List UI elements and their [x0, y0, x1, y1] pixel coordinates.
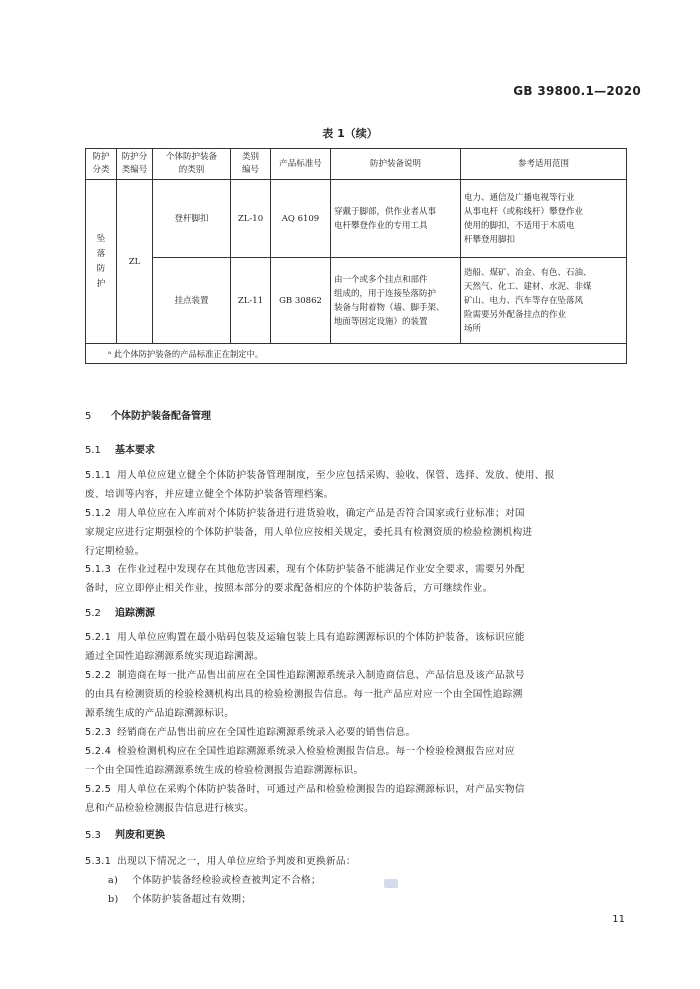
table-footnote: ᵃ 此个体防护装备的产品标准正在制定中。	[86, 344, 627, 364]
list-item-a: a) 个体防护装备经检验或检查被判定不合格；	[108, 875, 321, 886]
list-item-b: b) 个体防护装备超过有效期；	[108, 894, 252, 905]
section-5-heading: 5 个体防护装备配备管理	[85, 411, 211, 422]
header-protection-category: 防护 分类	[86, 149, 117, 180]
paragraph-5-1-2: 5.1.2 用人单位应在入库前对个体防护装备进行进货验收，确定产品是否符合国家或行业标准；对国 家规定应进行定期强检的个体防护装备，用人单位应按相关规定，委托具有检测资质的检验检测机构进 行定期检验。	[85, 508, 533, 557]
table-title: 表 1（续）	[322, 127, 378, 140]
cell-group-category	[86, 180, 117, 344]
cell-description: 由一个或多个挂点和部件 组成的，用于连接坠落防护 装备与附着物（墙、脚手架、 地面等固定设施）的装置	[331, 258, 461, 344]
paragraph-5-2-3: 5.2.3 经销商在产品售出前应在全国性追踪溯源系统录入必要的销售信息。	[85, 727, 416, 738]
section-5-1-heading: 5.1 基本要求	[85, 445, 155, 456]
paragraph-5-2-5: 5.2.5 用人单位在采购个体防护装备时，可通过产品和检验检测报告的追踪溯源标识，对产品实物信 息和产品检验检测报告信息进行核实。	[85, 784, 525, 814]
header-description: 防护装备说明	[331, 149, 461, 180]
paragraph-5-2-1: 5.2.1 用人单位应购置在最小贴码包装及运输包装上具有追踪溯源标识的个体防护装备，该标识应能 通过全国性追踪溯源系统实现追踪溯源。	[85, 632, 525, 662]
paragraph-5-1-3: 5.1.3 在作业过程中发现存在其他危害因素，现有个体防护装备不能满足作业安全要求，需要另外配 备时，应立即停止相关作业，按照本部分的要求配备相应的个体防护装备后，方可继续作业。	[85, 564, 525, 594]
section-5-3-heading: 5.3 判废和更换	[85, 830, 165, 841]
scan-stamp-mark	[384, 879, 398, 888]
table-row	[86, 180, 627, 258]
header-type-code: 类别 编号	[231, 149, 271, 180]
paragraph-5-2-2: 5.2.2 制造商在每一批产品售出前应在全国性追踪溯源系统录入制造商信息、产品信息及该产品款号 的由具有检测资质的检验检测机构出具的检验检测报告信息。每一批产品应对应一个由全国性追踪溯 源系统生成的产品追踪溯源标识。	[85, 670, 525, 719]
cell-product-standard: GB 30862	[271, 258, 331, 344]
paragraph-5-2-4: 5.2.4 检验检测机构应在全国性追踪溯源系统录入检验检测报告信息。每一个检验检测报告应对应 一个由全国性追踪溯源系统生成的检验检测报告追踪溯源标识。	[85, 746, 515, 776]
table-footnote-row	[86, 344, 627, 364]
table-row	[86, 258, 627, 344]
category-char: 落	[96, 248, 106, 259]
cell-equipment-name: 登杆脚扣	[153, 180, 231, 258]
section-5-2-heading: 5.2 追踪溯源	[85, 608, 155, 619]
paragraph-5-1-1: 5.1.1 用人单位应建立健全个体防护装备管理制度，至少应包括采购、验收、保管、选择、发放、使用、报 废、培训等内容，并应建立健全个体防护装备管理档案。	[85, 470, 555, 500]
cell-description: 穿戴于脚部，供作业者从事 电杆攀登作业的专用工具	[331, 180, 461, 258]
table-header-row	[86, 149, 627, 180]
cell-product-standard: AQ 6109	[271, 180, 331, 258]
cell-type-code: ZL-10	[231, 180, 271, 258]
cell-type-code: ZL-11	[231, 258, 271, 344]
category-char: 防	[96, 263, 106, 274]
cell-scope: 造船、煤矿、冶金、有色、石油、 天然气、化工、建材、水泥、非煤 矿山、电力、汽车等存在坠落风 险需要另外配备挂点的作业 场所	[461, 258, 627, 344]
cell-group-code: ZL	[117, 180, 153, 344]
header-equipment-type: 个体防护装备 的类别	[153, 149, 231, 180]
header-product-standard: 产品标准号	[271, 149, 331, 180]
category-char: 坠	[96, 233, 106, 244]
category-char: 护	[96, 278, 106, 289]
standard-code: GB 39800.1—2020	[513, 84, 641, 98]
header-category-code: 防护分 类编号	[117, 149, 153, 180]
equipment-table	[85, 148, 627, 364]
header-scope: 参考适用范围	[461, 149, 627, 180]
cell-scope: 电力、通信及广播电视等行业 从事电杆（或称线杆）攀登作业 使用的脚扣，不适用于木质电 杆攀登用脚扣	[461, 180, 627, 258]
page-number: 11	[612, 914, 625, 925]
cell-equipment-name: 挂点装置	[153, 258, 231, 344]
paragraph-5-3-1: 5.3.1 出现以下情况之一，用人单位应给予判废和更换新品：	[85, 856, 356, 867]
